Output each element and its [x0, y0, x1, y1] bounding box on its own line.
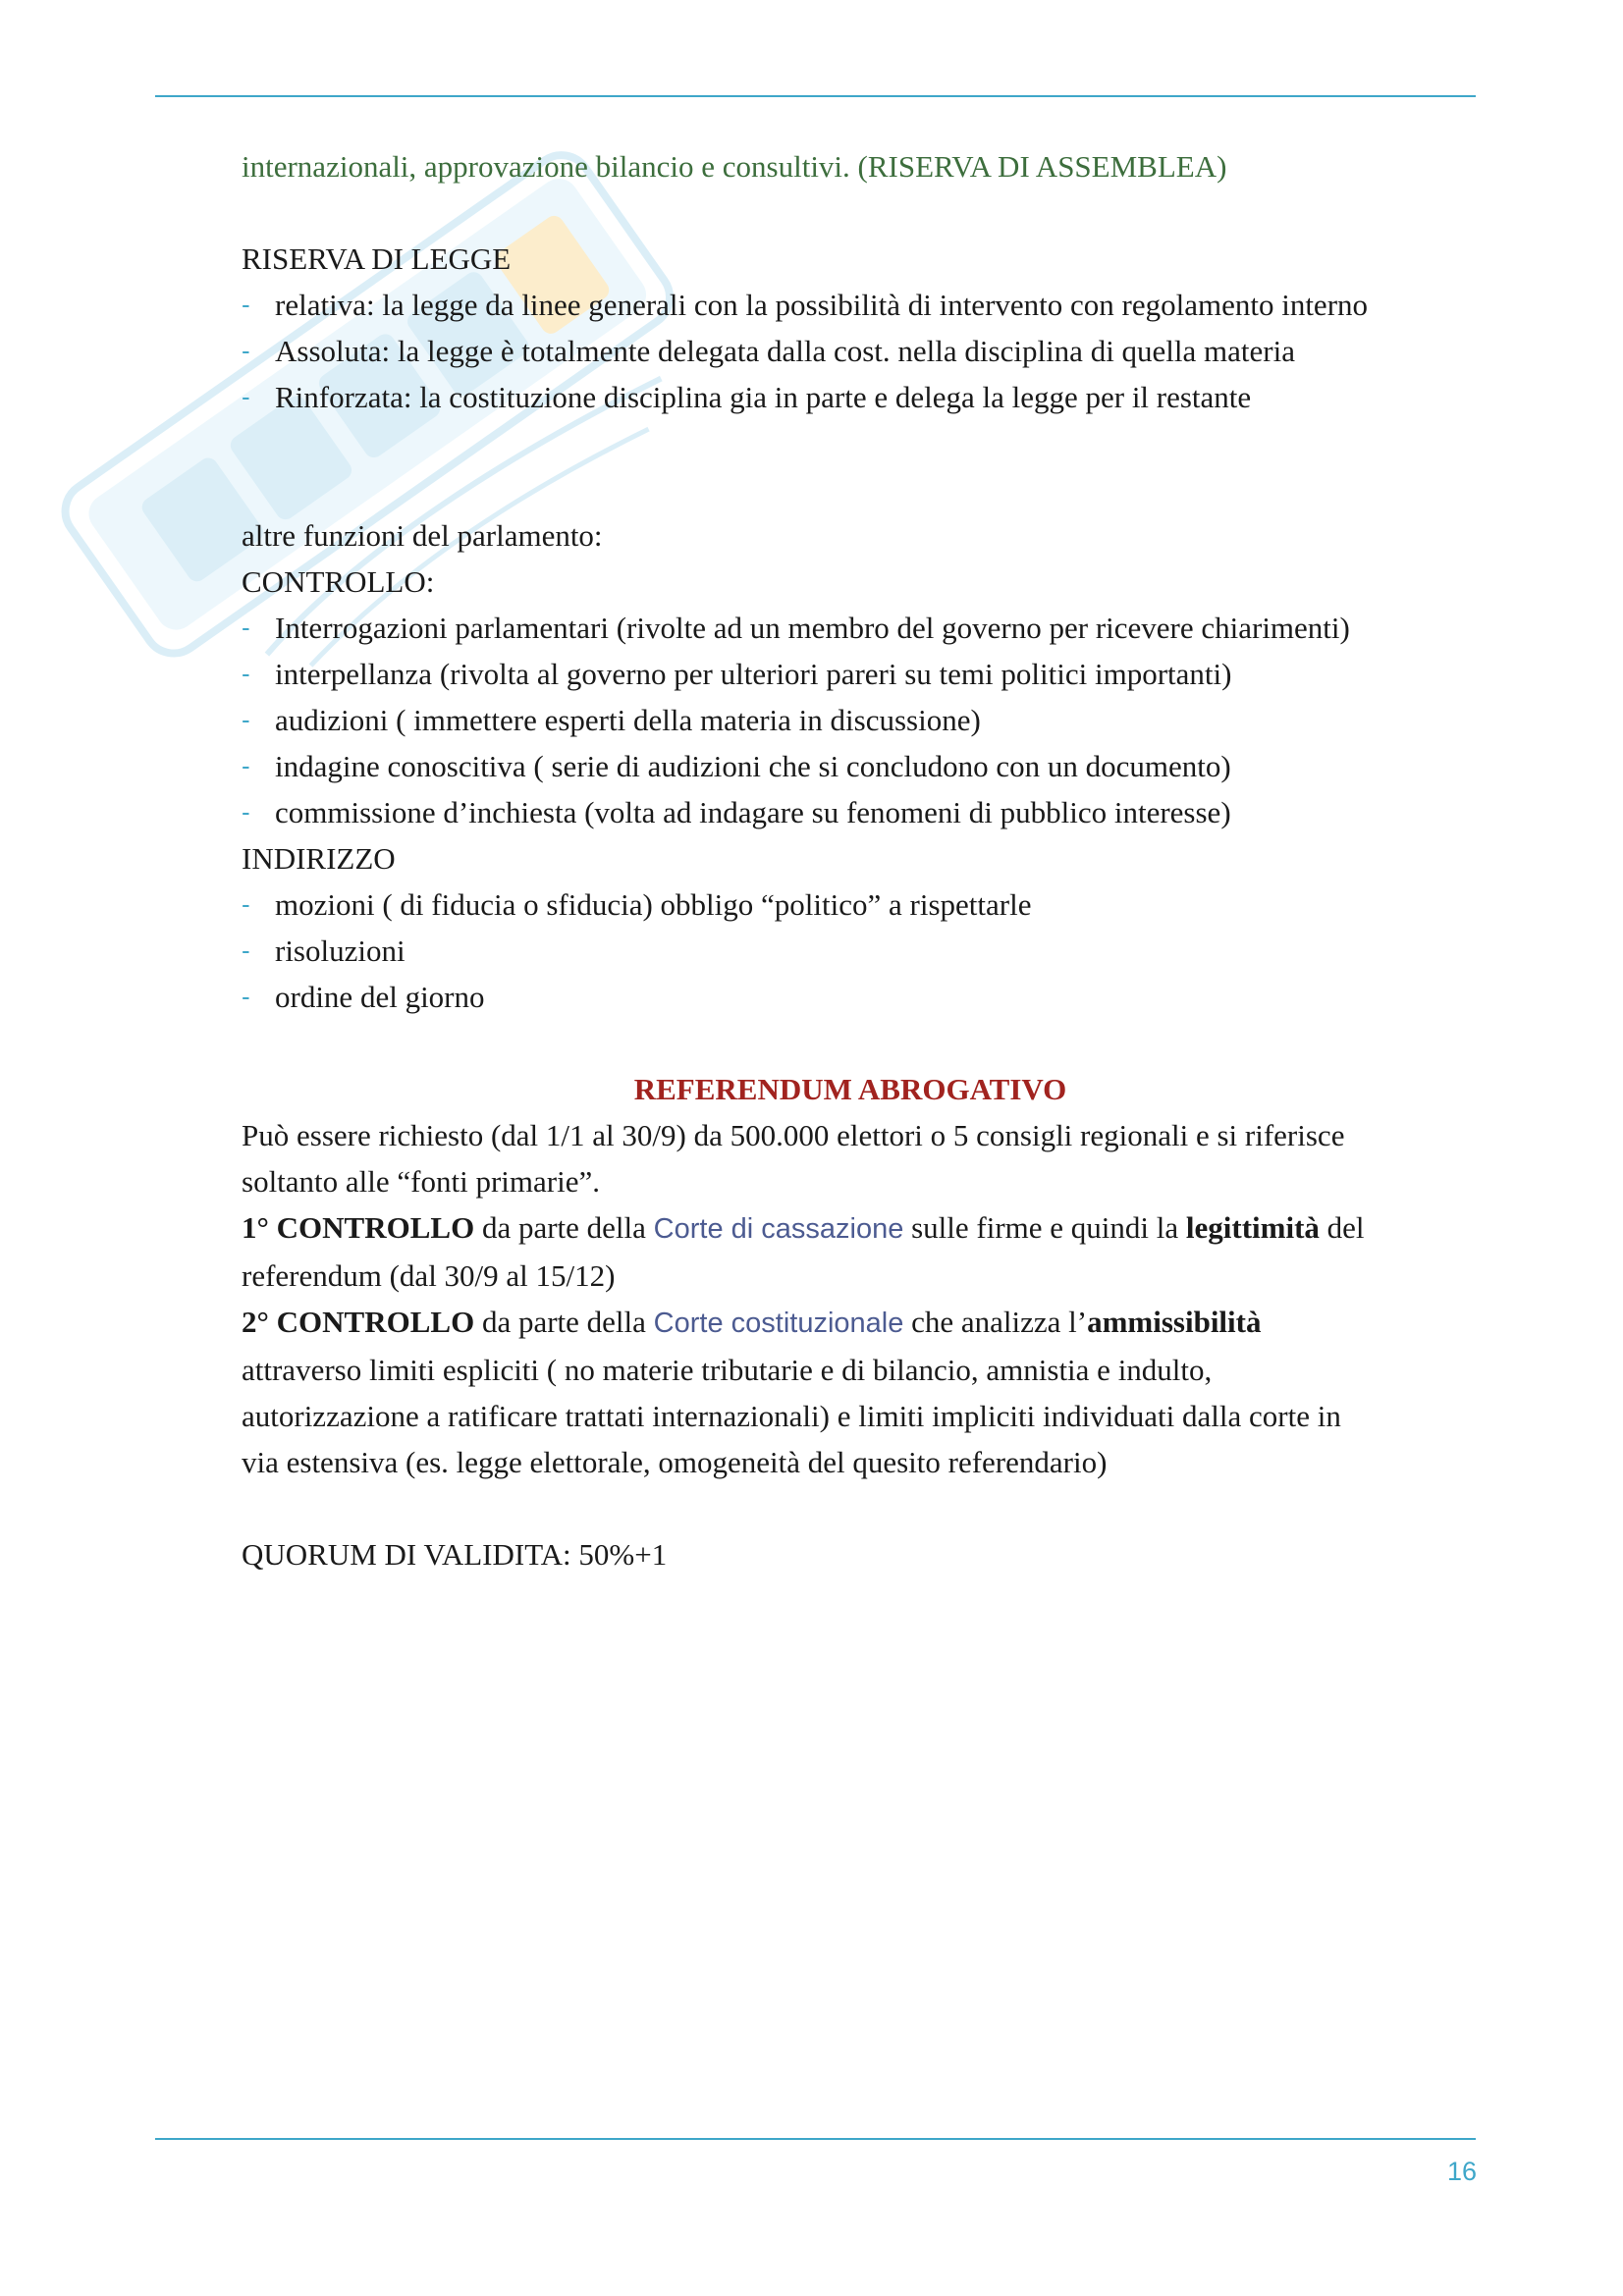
bullet-icon: - [242, 935, 250, 965]
corte-cassazione: Corte di cassazione [653, 1213, 904, 1245]
bullet-icon: - [242, 382, 250, 411]
indirizzo-list [242, 881, 1479, 1020]
footer-rule [155, 2138, 1476, 2140]
header-rule [155, 95, 1476, 97]
controllo-title: CONTROLLO: [242, 564, 435, 599]
controllo-2-line-4: via estensiva (es. legge elettorale, omogeneità del quesito referendario) [242, 1445, 1108, 1479]
list-item: - Interrogazioni parlamentari (rivolte ad un membro del governo per ricevere chiarimenti) [242, 605, 1479, 651]
controllo-2-line-2: attraverso limiti espliciti ( no materie tributarie e di bilancio, amnistia e indulto, [242, 1353, 1213, 1387]
controllo-2-line-3: autorizzazione a ratificare trattati internazionali) e limiti impliciti individuati dalla corte in [242, 1399, 1341, 1433]
list-item: - ordine del giorno [242, 974, 1479, 1020]
controllo-1-line-2: referendum (dal 30/9 al 15/12) [242, 1258, 616, 1293]
list-item: - audizioni ( immettere esperti della materia in discussione) [242, 697, 1479, 743]
referendum-para-line: soltanto alle “fonti primarie”. [242, 1164, 600, 1199]
list-item: - Rinforzata: la costituzione disciplina gia in parte e delega la legge per il restante [242, 374, 1479, 420]
bullet-icon: - [242, 982, 250, 1011]
list-item: - indagine conoscitiva ( serie di audizioni che si concludono con un documento) [242, 743, 1479, 789]
list-item: - relativa: la legge da linee generali con la possibilità di intervento con regolamento interno [242, 282, 1479, 328]
bullet-icon: - [242, 659, 250, 688]
bullet-icon: - [242, 889, 250, 919]
list-item: - interpellanza (rivolta al governo per ulteriori pareri su temi politici importanti) [242, 651, 1479, 697]
controllo-list [242, 605, 1479, 835]
bullet-icon: - [242, 705, 250, 734]
list-item: - commissione d’inchiesta (volta ad indagare su fenomeni di pubblico interesse) [242, 789, 1479, 835]
list-item: - mozioni ( di fiducia o sfiducia) obbligo “politico” a rispettarle [242, 881, 1479, 928]
quorum-line: QUORUM DI VALIDITA: 50%+1 [242, 1537, 668, 1572]
referendum-heading: REFERENDUM ABROGATIVO [633, 1072, 1067, 1106]
bullet-icon: - [242, 613, 250, 642]
bullet-icon: - [242, 751, 250, 780]
list-item: - Assoluta: la legge è totalmente delegata dalla cost. nella disciplina di quella materia [242, 328, 1479, 374]
funzioni-intro: altre funzioni del parlamento: [242, 518, 603, 553]
controllo-2-line: 2° CONTROLLO da parte della Corte costituzionale che analizza l’ammissibilità [242, 1305, 1262, 1339]
bullet-icon: - [242, 336, 250, 365]
bullet-icon: - [242, 290, 250, 319]
controllo-1-line: 1° CONTROLLO da parte della Corte di cassazione sulle firme e quindi la legittimità del [242, 1210, 1365, 1245]
page-number: 16 [1446, 2157, 1477, 2186]
page-body [242, 143, 1479, 1577]
list-item: - risoluzioni [242, 928, 1479, 974]
riserva-title: RISERVA DI LEGGE [242, 241, 512, 276]
bullet-icon: - [242, 797, 250, 827]
referendum-para-line: Può essere richiesto (dal 1/1 al 30/9) da 500.000 elettori o 5 consigli regionali e si riferisce [242, 1118, 1345, 1152]
riserva-list [242, 282, 1479, 420]
indirizzo-title: INDIRIZZO [242, 841, 396, 876]
corte-costituzionale: Corte costituzionale [653, 1308, 904, 1339]
intro-line: internazionali, approvazione bilancio e consultivi. (RISERVA DI ASSEMBLEA) [242, 149, 1227, 184]
